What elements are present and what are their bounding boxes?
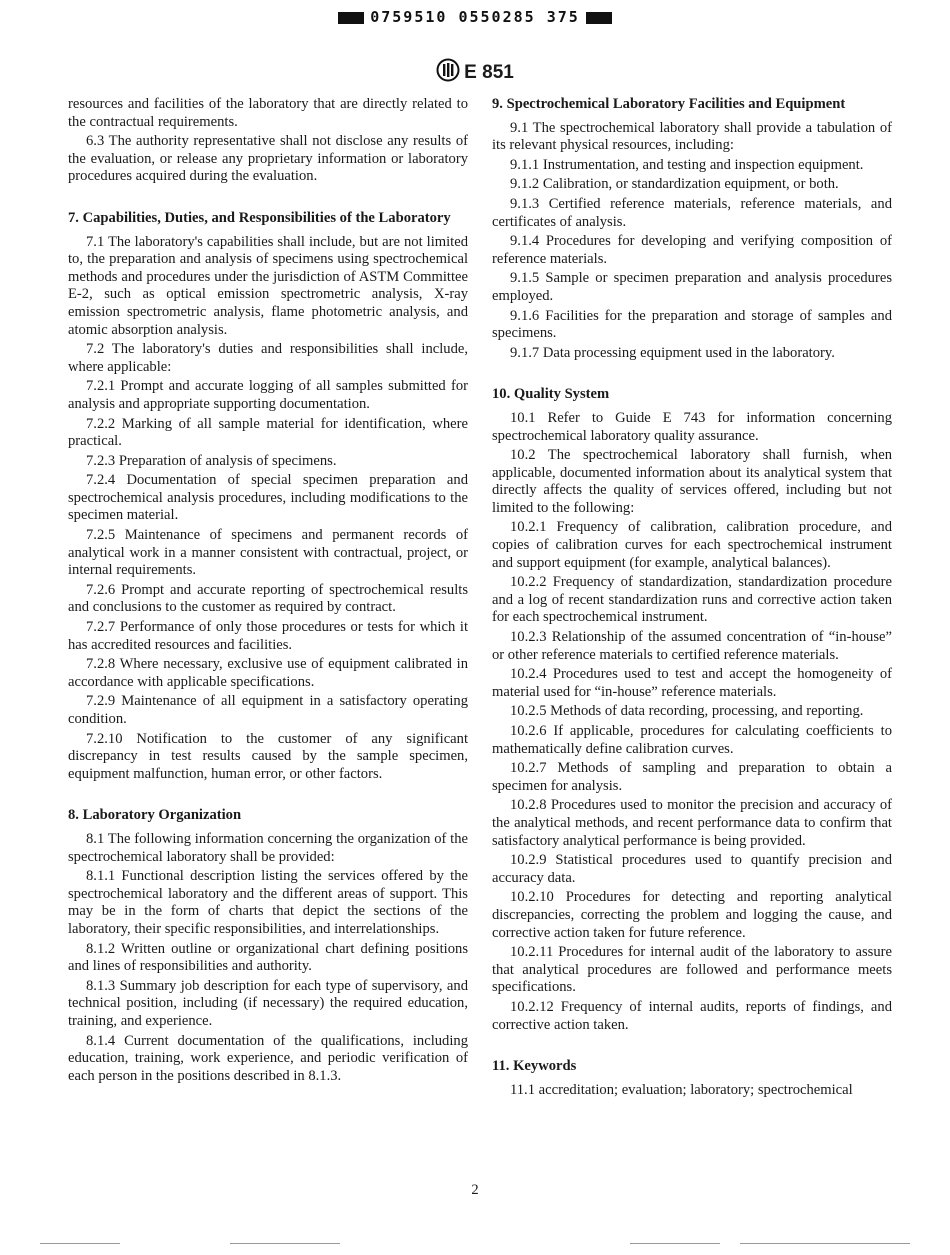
barcode-block-icon bbox=[338, 12, 364, 24]
paragraph-9-1-2: 9.1.2 Calibration, or standardization equipment, or both. bbox=[510, 176, 839, 193]
paragraph-7-2-2: 7.2.2 Marking of all sample material for identification, where practical. bbox=[68, 415, 468, 450]
paragraph-9-1: 9.1 The spectrochemical laboratory shall provide a tabulation of its relevant physical resources, including: bbox=[492, 119, 892, 154]
paragraph-10-1: 10.1 Refer to Guide E 743 for information concerning spectrochemical laboratory quality assurance. bbox=[492, 409, 892, 444]
standard-designation bbox=[0, 58, 950, 88]
paragraph-8-1-4: 8.1.4 Current documentation of the qualifications, including education, training, work experience, and periodic verification of each person in the positions described in 8.1.3. bbox=[68, 1032, 468, 1084]
paragraph-10-2-11: 10.2.11 Procedures for internal audit of the laboratory to assure that analytical procedures are followed and performance meets specifications. bbox=[492, 944, 892, 996]
paragraph-10-2-4: 10.2.4 Procedures used to test and accept the homogeneity of material used for “in-house” reference materials. bbox=[492, 666, 892, 700]
paragraph-7-2-7: 7.2.7 Performance of only those procedures or tests for which it has accredited resources and facilities. bbox=[68, 619, 468, 653]
paragraph-8-1: 8.1 The following information concerning the organization of the spectrochemical laboratory shall be provided: bbox=[68, 830, 468, 865]
paragraph-10-2: 10.2 The spectrochemical laboratory shall furnish, when applicable, documented information about its analytical system that directly affects the quality of services offered, including but not limited to the following: bbox=[492, 447, 892, 516]
paragraph-10-2-7: 10.2.7 Methods of sampling and preparation to obtain a specimen for analysis. bbox=[492, 760, 892, 794]
paragraph-10-2-1: 10.2.1 Frequency of calibration, calibration procedure, and copies of calibration curves for each spectrochemical instrument and support equipment (for example, analytical balances). bbox=[492, 519, 892, 571]
paragraph-7-1: 7.1 The laboratory's capabilities shall include, but are not limited to, the preparation and analysis of specimens using spectrochemical methods and procedures under the jurisdiction of ASTM Committee E-2, such as optical emission spectrometric analysis, X-ray emission spectrometric analysis, flame photometric analysis, and atomic absorption analysis. bbox=[68, 233, 468, 338]
paragraph-8-1-3: 8.1.3 Summary job description for each type of supervisory, and technical position, including (if necessary) the required education, training, and experience. bbox=[68, 977, 468, 1029]
document-barcode bbox=[0, 8, 950, 26]
paragraph-10-2-3: 10.2.3 Relationship of the assumed concentration of “in-house” or other reference materials to certified reference materials. bbox=[492, 629, 892, 663]
paragraph-8-1-2: 8.1.2 Written outline or organizational chart defining positions and lines of responsibilities and authority. bbox=[68, 940, 468, 975]
paragraph-7-2-5: 7.2.5 Maintenance of specimens and permanent records of analytical work in a manner consistent with contractual, project, or internal requirements. bbox=[68, 527, 468, 579]
barcode-block-icon bbox=[586, 12, 612, 24]
section-11-heading: 11. Keywords bbox=[492, 1058, 577, 1075]
paragraph-7-2-6: 7.2.6 Prompt and accurate reporting of spectrochemical results and conclusions to the customer as required by contract. bbox=[68, 581, 468, 616]
paragraph-7-2-8: 7.2.8 Where necessary, exclusive use of equipment calibrated in accordance with applicable specifications. bbox=[68, 656, 468, 690]
scan-artifact-line bbox=[740, 1243, 910, 1244]
page-number: 2 bbox=[471, 1182, 479, 1198]
scan-artifact-line bbox=[40, 1243, 120, 1244]
paragraph-7-2-9: 7.2.9 Maintenance of all equipment in a satisfactory operating condition. bbox=[68, 693, 468, 727]
paragraph-10-2-2: 10.2.2 Frequency of standardization, standardization procedure and a log of recent standardization runs and corrective action taken for each spectrochemical instrument. bbox=[492, 574, 892, 626]
paragraph-9-1-5: 9.1.5 Sample or specimen preparation and analysis procedures employed. bbox=[492, 270, 892, 304]
scan-artifact-line bbox=[230, 1243, 340, 1244]
paragraph-11-1: 11.1 accreditation; evaluation; laboratory; spectrochemical bbox=[510, 1081, 853, 1098]
section-9-heading: 9. Spectrochemical Laboratory Facilities and Equipment bbox=[492, 96, 846, 112]
paragraph-10-2-6: 10.2.6 If applicable, procedures for calculating coefficients to mathematically define calibration curves. bbox=[492, 723, 892, 757]
paragraph-9-1-6: 9.1.6 Facilities for the preparation and storage of samples and specimens. bbox=[492, 307, 892, 342]
paragraph-9-1-4: 9.1.4 Procedures for developing and verifying composition of reference materials. bbox=[492, 233, 892, 267]
right-column bbox=[492, 96, 892, 1101]
paragraph-9-1-3: 9.1.3 Certified reference materials, reference materials, and certificates of analysis. bbox=[492, 195, 892, 230]
paragraph-10-2-8: 10.2.8 Procedures used to monitor the precision and accuracy of the analytical methods, and recent performance data to confirm that satisfactory analytical performance is being provided. bbox=[492, 797, 892, 849]
paragraph-10-2-9: 10.2.9 Statistical procedures used to quantify precision and accuracy data. bbox=[492, 852, 892, 886]
paragraph: resources and facilities of the laboratory that are directly related to the contractual requirements. bbox=[68, 96, 468, 130]
section-8-heading: 8. Laboratory Organization bbox=[68, 807, 242, 824]
paragraph-7-2-1: 7.2.1 Prompt and accurate logging of all samples submitted for analysis and appropriate supporting documentation. bbox=[68, 378, 468, 412]
left-column bbox=[68, 96, 468, 1087]
paragraph-9-1-1: 9.1.1 Instrumentation, and testing and inspection equipment. bbox=[510, 156, 864, 173]
designation-text: E 851 bbox=[464, 62, 514, 84]
paragraph-7-2-3: 7.2.3 Preparation of analysis of specimens. bbox=[86, 452, 337, 469]
paragraph-10-2-5: 10.2.5 Methods of data recording, processing, and reporting. bbox=[510, 703, 864, 720]
paragraph-10-2-10: 10.2.10 Procedures for detecting and reporting analytical discrepancies, correcting the problem and logging the cause, and corrective action taken for future reference. bbox=[492, 889, 892, 941]
barcode-text: 0759510 0550285 375 bbox=[370, 8, 580, 26]
paragraph-9-1-7: 9.1.7 Data processing equipment used in the laboratory. bbox=[510, 344, 835, 361]
paragraph-7-2: 7.2 The laboratory's duties and responsibilities shall include, where applicable: bbox=[68, 341, 468, 375]
paragraph-10-2-12: 10.2.12 Frequency of internal audits, reports of findings, and corrective action taken. bbox=[492, 998, 892, 1033]
paragraph-8-1-1: 8.1.1 Functional description listing the services offered by the spectrochemical laboratory and the different areas of support. This may be in the form of charts that depict the sections of the laboratory, their specific responsibilities, and interrelationships. bbox=[68, 868, 468, 937]
scan-artifact-line bbox=[630, 1243, 720, 1244]
paragraph-7-2-4: 7.2.4 Documentation of special specimen preparation and spectrochemical analysis procedures, including modifications to the specimen material. bbox=[68, 472, 468, 524]
astm-logo-icon bbox=[436, 58, 460, 88]
section-7-heading: 7. Capabilities, Duties, and Responsibilities of the Laboratory bbox=[68, 209, 451, 226]
section-10-heading: 10. Quality System bbox=[492, 386, 610, 403]
paragraph-6-3: 6.3 The authority representative shall not disclose any results of the evaluation, or release any proprietary information or laboratory procedures acquired during the evaluation. bbox=[68, 133, 468, 185]
paragraph-7-2-10: 7.2.10 Notification to the customer of any significant discrepancy in test results caused by the sample specimen, equipment malfunction, human error, or other factors. bbox=[68, 730, 468, 782]
